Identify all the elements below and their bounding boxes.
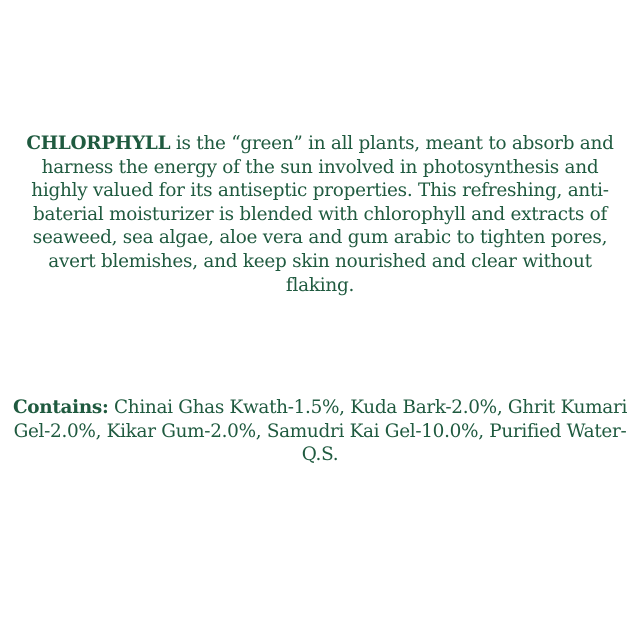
ingredients-text: Chinai Ghas Kwath-1.5%, Kuda Bark-2.0%, Ghrit Kumari Gel-2.0%, Kikar Gum-2.0%, Samudri Kai Gel-10.0%, Purified Water-Q.S.: [13, 397, 628, 466]
product-name-highlight: CHLORPHYLL: [26, 133, 171, 154]
product-description: [14, 132, 626, 297]
ingredients-list: [10, 396, 630, 467]
description-text: is the “green” in all plants, meant to absorb and harness the energy of the sun involved in photosynthesis and highly valued for its antiseptic properties. This refreshing, anti-baterial moisturizer is blended with chlorophyll and extracts of seaweed, sea algae, aloe vera and gum arabic to tighten pores, avert blemishes, and keep skin nourished and clear without flaking.: [31, 133, 614, 296]
ingredients-label: Contains:: [12, 397, 109, 418]
